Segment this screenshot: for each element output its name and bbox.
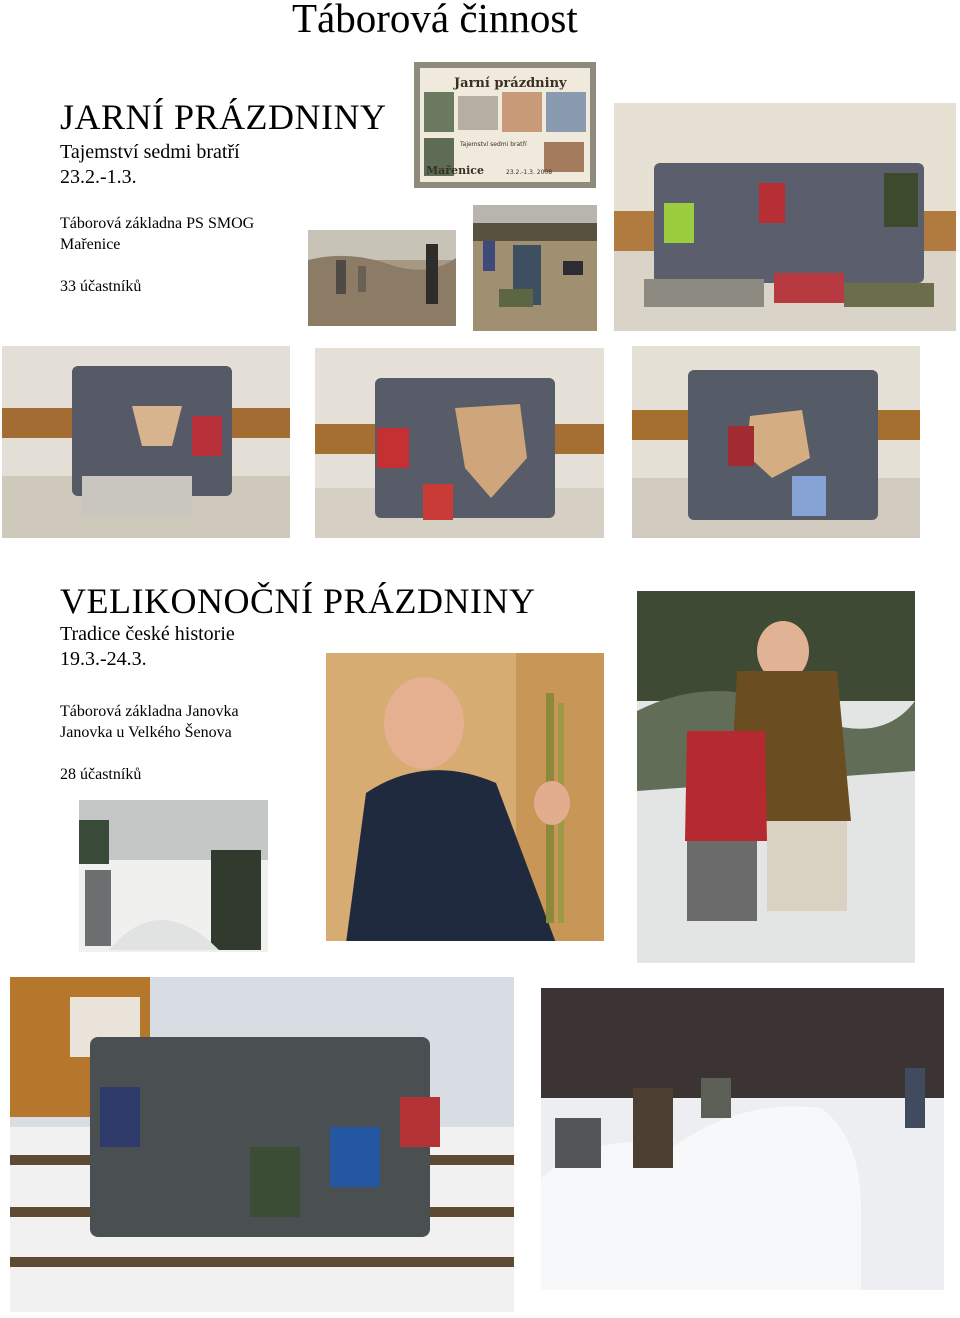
photo-field-play: [308, 230, 456, 326]
poster-title: Jarní prázdniny: [454, 76, 567, 91]
photo-snow-portrait: [637, 591, 915, 963]
spring-base-name: Táborová základna PS SMOG: [60, 215, 255, 232]
spring-dates: 23.2.-1.3.: [60, 166, 137, 188]
spring-subtitle: Tajemství sedmi bratří: [60, 141, 240, 163]
photo-snow-field: [79, 800, 268, 952]
poster-place: Mařenice: [426, 164, 484, 177]
spring-heading: JARNÍ PRÁZDNINY: [60, 97, 387, 137]
easter-participants: 28 účastníků: [60, 766, 142, 783]
photo-group-snow: [10, 977, 514, 1312]
spring-participants: 33 účastníků: [60, 278, 142, 295]
easter-dates: 19.3.-24.3.: [60, 648, 147, 670]
photo-team-2: [315, 348, 604, 538]
photo-group-indoor: [614, 103, 956, 331]
page-title: Táborová činnost: [292, 0, 578, 41]
photo-team-1: [2, 346, 290, 538]
easter-heading: VELIKONOČNÍ PRÁZDNINY: [60, 581, 536, 621]
poster-motto: Tajemství sedmi bratří: [460, 141, 527, 148]
poster-photo: [414, 62, 596, 188]
photo-wrestling: [473, 205, 597, 331]
easter-base-name: Táborová základna Janovka: [60, 703, 239, 720]
photo-team-3: [632, 346, 920, 538]
photo-snow-fort: [541, 988, 944, 1290]
photo-willow-braiding: [326, 653, 604, 941]
spring-base-place: Mařenice: [60, 236, 121, 253]
poster-dates: 23.2.-1.3. 2008: [506, 169, 553, 176]
easter-base-place: Janovka u Velkého Šenova: [60, 724, 232, 741]
easter-subtitle: Tradice české historie: [60, 623, 235, 645]
